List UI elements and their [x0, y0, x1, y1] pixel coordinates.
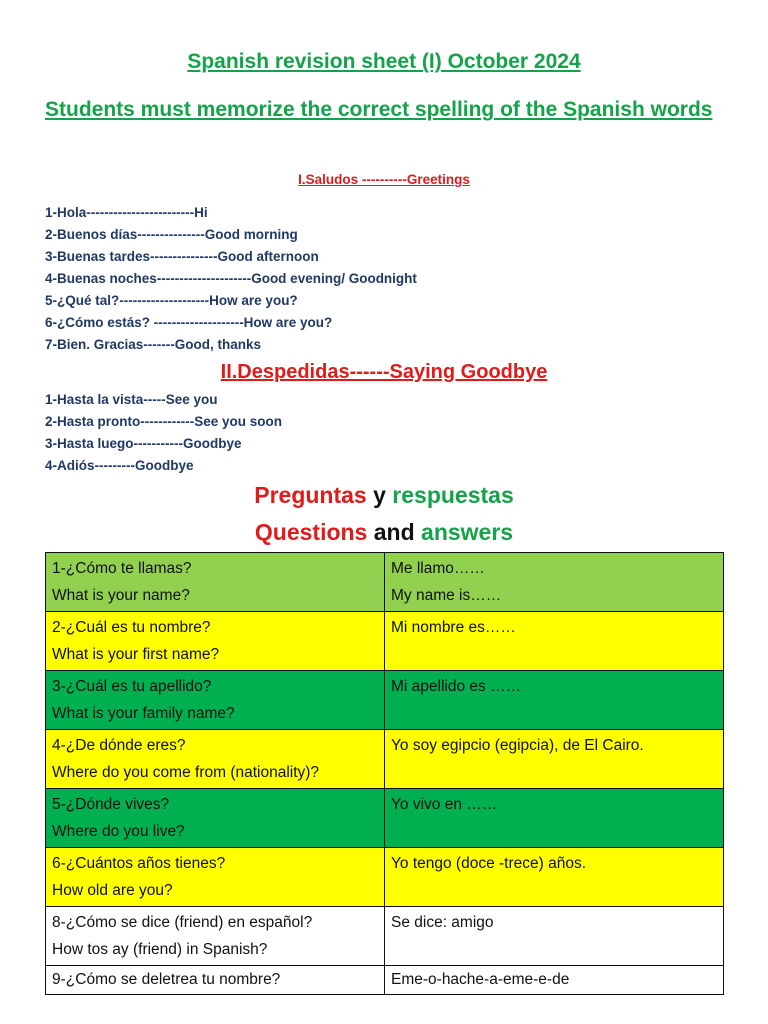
- question-english: Where do you live?: [52, 823, 185, 840]
- list-item: 2-Hasta pronto------------See you soon: [45, 414, 282, 429]
- list-item: 7-Bien. Gracias-------Good, thanks: [45, 337, 262, 352]
- question-cell: [46, 966, 385, 995]
- question-spanish: 6-¿Cuántos años tienes?: [52, 855, 226, 872]
- answer-cell: [385, 966, 724, 995]
- qa-heading-word: and: [367, 519, 422, 545]
- table-row: [46, 966, 724, 995]
- qa-heading-word: Preguntas: [254, 482, 367, 508]
- goodbyes-list: [45, 389, 282, 477]
- answer-cell: [385, 907, 724, 966]
- list-item: 1-Hola------------------------Hi: [45, 205, 208, 220]
- answer-spanish: Yo soy egipcio (egipcia), de El Cairo.: [391, 737, 644, 754]
- list-item: 4-Buenas noches---------------------Good evening/ Goodnight: [45, 271, 417, 286]
- question-cell: [46, 553, 385, 612]
- answer-cell: [385, 553, 724, 612]
- qa-heading-word: Questions: [254, 519, 368, 545]
- answer-spanish: Mi nombre es……: [391, 619, 516, 636]
- question-spanish: 1-¿Cómo te llamas?: [52, 560, 192, 577]
- table-row: [46, 730, 724, 789]
- answer-spanish: Yo vivo en ……: [391, 796, 498, 813]
- greetings-list: [45, 202, 417, 356]
- table-row: [46, 612, 724, 671]
- qa-heading-word: answers: [421, 519, 514, 545]
- answer-cell: [385, 671, 724, 730]
- list-item: 4-Adiós---------Goodbye: [45, 458, 194, 473]
- greetings-heading: I.Saludos ----------Greetings: [298, 172, 470, 187]
- answer-spanish: Me llamo……: [391, 560, 485, 577]
- list-item: 3-Buenas tardes---------------Good afternoon: [45, 249, 319, 264]
- question-cell: [46, 789, 385, 848]
- qa-heading-english: [0, 519, 768, 546]
- answer-english: My name is……: [391, 587, 502, 604]
- question-english: Where do you come from (nationality)?: [52, 764, 320, 781]
- list-item: 3-Hasta luego-----------Goodbye: [45, 436, 242, 451]
- answer-spanish: Eme-o-hache-a-eme-e-de: [391, 971, 570, 988]
- question-cell: [46, 848, 385, 907]
- question-spanish: 8-¿Cómo se dice (friend) en español?: [52, 914, 313, 931]
- qa-heading-word: y: [366, 482, 393, 508]
- question-spanish: 2-¿Cuál es tu nombre?: [52, 619, 211, 636]
- answer-spanish: Se dice: amigo: [391, 914, 494, 931]
- goodbyes-heading: II.Despedidas------Saying Goodbye: [220, 361, 548, 383]
- question-spanish: 4-¿De dónde eres?: [52, 737, 186, 754]
- question-cell: [46, 907, 385, 966]
- table-row: [46, 553, 724, 612]
- table-row: [46, 848, 724, 907]
- question-cell: [46, 671, 385, 730]
- question-english: What is your name?: [52, 587, 190, 604]
- answer-cell: [385, 848, 724, 907]
- table-row: [46, 907, 724, 966]
- question-spanish: 9-¿Cómo se deletrea tu nombre?: [52, 971, 281, 988]
- page-title: Spanish revision sheet (I) October 2024: [187, 50, 581, 73]
- answer-spanish: Yo tengo (doce -trece) años.: [391, 855, 587, 872]
- question-spanish: 3-¿Cuál es tu apellido?: [52, 678, 212, 695]
- question-spanish: 5-¿Dónde vives?: [52, 796, 170, 813]
- answer-spanish: Mi apellido es ……: [391, 678, 522, 695]
- list-item: 1-Hasta la vista-----See you: [45, 392, 218, 407]
- list-item: 6-¿Cómo estás? --------------------How are you?: [45, 315, 333, 330]
- qa-heading-word: respuestas: [392, 482, 514, 508]
- qa-table: [45, 552, 724, 995]
- table-row: [46, 671, 724, 730]
- qa-heading-spanish: [0, 482, 768, 509]
- question-english: What is your first name?: [52, 646, 220, 663]
- answer-cell: [385, 730, 724, 789]
- question-cell: [46, 730, 385, 789]
- question-cell: [46, 612, 385, 671]
- list-item: 2-Buenos días---------------Good morning: [45, 227, 298, 242]
- answer-cell: [385, 789, 724, 848]
- list-item: 5-¿Qué tal?--------------------How are you?: [45, 293, 298, 308]
- answer-cell: [385, 612, 724, 671]
- page-subtitle: Students must memorize the correct spelling of the Spanish words: [45, 98, 713, 121]
- question-english: How tos ay (friend) in Spanish?: [52, 941, 268, 958]
- question-english: What is your family name?: [52, 705, 235, 722]
- question-english: How old are you?: [52, 882, 173, 899]
- table-row: [46, 789, 724, 848]
